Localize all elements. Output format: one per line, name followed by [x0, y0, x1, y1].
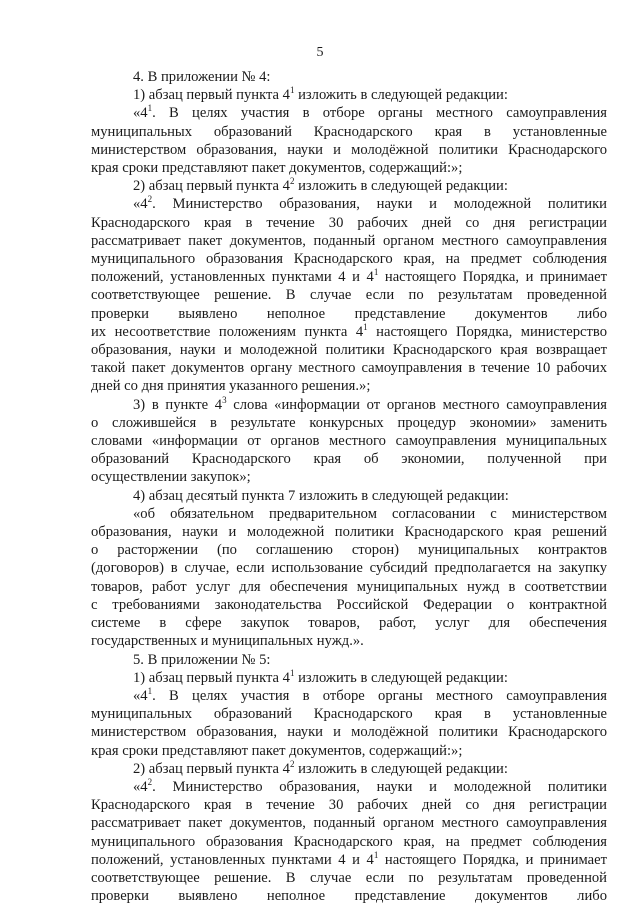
text-line: образования, науки и молодежной политики Краснодарского края решений [91, 524, 607, 541]
text-line: «$4^2$. Министерство образования, науки и молодежной политики [133, 776, 607, 795]
text-line: Краснодарского края в течение 30 рабочих дней со дня регистрации [91, 214, 607, 231]
text-line: Краснодарского края в течение 30 рабочих дней со дня регистрации [91, 797, 607, 814]
text-line: «об обязательном предварительном согласовании с министерством [133, 505, 607, 522]
text-line: словами «информации от органов местного самоуправления муниципальных [91, 433, 607, 450]
text-line: товаров, работ услуг для обеспечения муниципальных нужд в соответствии [91, 578, 607, 595]
text-line: 4) абзац десятый пункта 7 изложить в следующей редакции: [133, 487, 509, 504]
text-line: их несоответствие положениям пункта $4^1$ настоящего Порядка, министерство [91, 321, 607, 340]
text-line: о расторжении (по соглашению сторон) муниципальных контрактов [91, 542, 607, 559]
text-line: 2) абзац первый пункта $4^2$ изложить в следующей редакции: [133, 758, 508, 777]
text-line: 4. В приложении № 4: [133, 69, 271, 85]
text-line: «$4^2$. Министерство образования, науки и молодежной политики [133, 194, 607, 213]
text-line: проверки выявлено неполное представление документов либо [91, 305, 607, 322]
text-line: образований Краснодарского края об экономии, полученной при [91, 451, 607, 468]
text-line: муниципального образования Краснодарского края, на предмет соблюдения [91, 251, 607, 268]
text-line: с требованиями законодательства Российской Федерации о контрактной [91, 596, 607, 613]
text-line: о сложившейся в результате конкурсных процедур экономии» заменить [91, 414, 607, 431]
text-line: 5. В приложении № 5: [133, 651, 271, 668]
text-line: министерством образования, науки и молодёжной политики Краснодарского [91, 141, 607, 158]
text-line: соответствующее решение. В случае если по результатам проведенной [91, 869, 607, 886]
text-line: образования, науки и молодежной политики Краснодарского края возвращает [91, 342, 607, 359]
text-line: края сроки представляют пакет документов, содержащий:»; [91, 742, 463, 759]
text-line: «$4^1$. В целях участия в отборе органы местного самоуправления [133, 103, 607, 122]
text-line: положений, установленных пунктами 4 и $4^1$ настоящего Порядка, и принимает [91, 267, 607, 286]
text-line: соответствующее решение. В случае если по результатам проведенной [91, 287, 607, 304]
text-line: министерством образования, науки и молодёжной политики Краснодарского [91, 724, 607, 741]
text-line: осуществлении закупок»; [91, 469, 251, 486]
text-line: системе в сфере закупок товаров, работ, услуг для обеспечения [91, 615, 607, 632]
text-line: 3) в пункте $4^3$ слова «информации от органов местного самоуправления [133, 394, 607, 413]
text-line: государственных и муниципальных нужд.». [91, 633, 364, 650]
page-number: 5 [316, 45, 324, 60]
text-line: «$4^1$. В целях участия в отборе органы местного самоуправления [133, 685, 607, 704]
text-line: рассматривает пакет документов, поданный органом местного самоуправления [91, 232, 607, 249]
document-body [91, 68, 607, 905]
text-line: 1) абзац первый пункта $4^1$ изложить в следующей редакции: [133, 85, 508, 104]
text-line: муниципальных образований Краснодарского края в установленные [91, 706, 607, 723]
text-line: (договоров) в случае, если использование субсидий предполагается на закупку [91, 560, 607, 577]
text-line: муниципального образования Краснодарского края, на предмет соблюдения [91, 833, 607, 850]
text-line: рассматривает пакет документов, поданный органом местного самоуправления [91, 815, 607, 832]
text-line: положений, установленных пунктами 4 и $4^1$ настоящего Порядка, и принимает [91, 849, 607, 868]
text-line: проверки выявлено неполное представление документов либо [91, 888, 607, 905]
text-line: края сроки представляют пакет документов, содержащий:»; [91, 160, 463, 177]
text-line: 2) абзац первый пункта $4^2$ изложить в следующей редакции: [133, 176, 508, 195]
text-line: муниципальных образований Краснодарского края в установленные [91, 123, 607, 140]
text-line: такой пакет документов органу местного самоуправления в течение 10 рабочих [91, 360, 607, 377]
text-line: дней со дня принятия указанного решения.»; [91, 378, 371, 395]
text-line: 1) абзац первый пункта $4^1$ изложить в следующей редакции: [133, 667, 508, 686]
